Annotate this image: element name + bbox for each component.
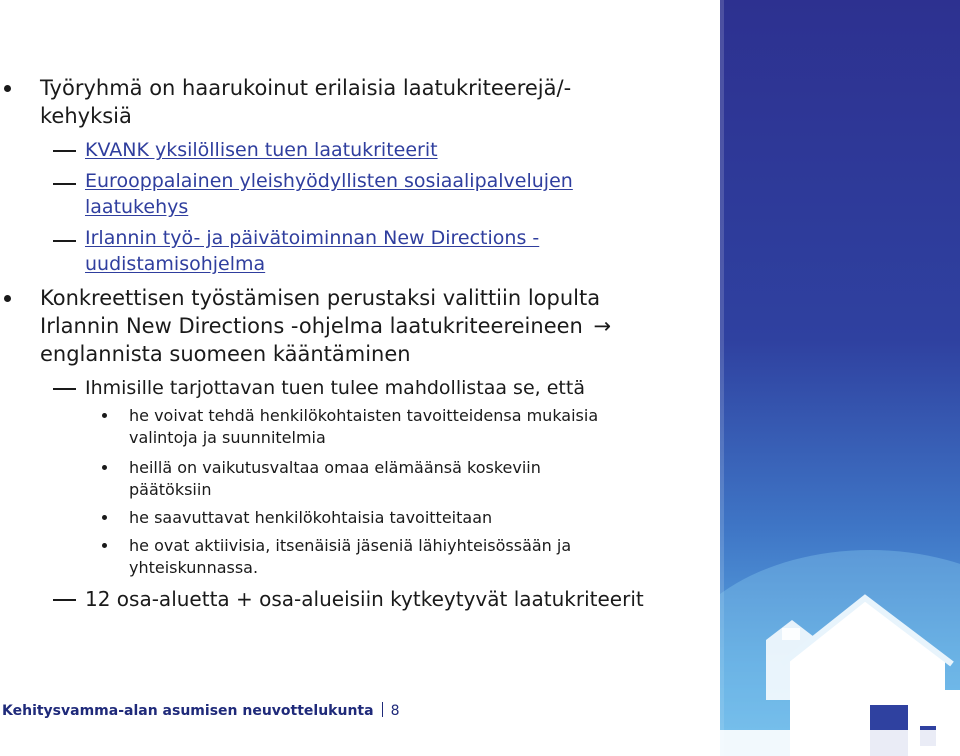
- level3-item-1-line-2: valintoja ja suunnitelmia: [129, 428, 326, 447]
- side-panel-decoration: [720, 0, 960, 756]
- bullet-2-line-3: englannista suomeen kääntäminen: [40, 342, 411, 366]
- house-illustration: [720, 0, 960, 756]
- bullet-dot-small: [102, 413, 107, 418]
- page-number: 8: [390, 703, 400, 719]
- bullet-1-line-2: kehyksiä: [40, 104, 132, 128]
- level3-item-2: [129, 457, 541, 501]
- house-chimney-shape: [782, 628, 800, 640]
- sub-item-ihmisille: Ihmisille tarjottavan tuen tulee mahdollistaa se, että: [85, 377, 585, 399]
- level3-item-4-line-1: he ovat aktiivisia, itsenäisiä jäseniä lähiyhteisössään ja: [129, 536, 572, 555]
- footer-organization: Kehitysvammа-alan asumisen neuvottelukunta: [2, 703, 374, 719]
- level3-item-4: [129, 535, 571, 579]
- bullet-dot-small: [102, 465, 107, 470]
- sub-item-osa-alueet: 12 osa-aluetta + osa-alueisiin kytkeytyvät laatukriteerit: [85, 587, 644, 611]
- bullet-dot: [4, 295, 11, 302]
- level3-item-2-line-1: heillä on vaikutusvaltaa omaa elämäänsä koskeviin: [129, 458, 541, 477]
- level3-item-4-line-2: yhteiskunnassa.: [129, 558, 259, 577]
- footer-separator: [382, 702, 383, 717]
- link-irlanti-line-1[interactable]: Irlannin työ- ja päivätoiminnan New Directions -: [85, 227, 540, 249]
- link-irlanti-line-2[interactable]: uudistamisohjelma: [85, 253, 266, 275]
- bullet-2: [40, 284, 611, 368]
- level3-item-1: [129, 405, 598, 449]
- footer: [2, 702, 399, 719]
- level3-item-1-line-1: he voivat tehdä henkilökohtaisten tavoitteidensa mukaisia: [129, 406, 599, 425]
- dash-marker: [53, 599, 76, 601]
- link-eurooppalainen-line-1[interactable]: Eurooppalainen yleishyödyllisten sosiaalipalvelujen: [85, 170, 573, 192]
- bullet-2-line-2: [40, 312, 611, 340]
- arrow-right-icon: →: [593, 314, 612, 338]
- bullet-dot-small: [102, 515, 107, 520]
- dash-marker: [53, 240, 76, 242]
- level3-item-2-line-2: päätöksiin: [129, 480, 212, 499]
- dash-marker: [53, 388, 76, 390]
- bullet-dot: [4, 85, 11, 92]
- dash-marker: [53, 150, 76, 152]
- bullet-1: [40, 74, 571, 130]
- dash-marker: [53, 183, 76, 185]
- bullet-1-line-1: Työryhmä on haarukoinut erilaisia laatukriteerejä/-: [40, 76, 572, 100]
- link-kvank[interactable]: KVANK yksilöllisen tuen laatukriteerit: [85, 139, 438, 161]
- link-eurooppalainen[interactable]: [85, 168, 573, 220]
- ground-shape: [720, 730, 960, 756]
- bullet-2-line-2-text: Irlannin New Directions -ohjelma laatukriteereineen: [40, 314, 583, 338]
- link-irlanti[interactable]: [85, 225, 539, 277]
- bullet-2-line-1: Konkreettisen työstämisen perustaksi valittiin lopulta: [40, 286, 601, 310]
- bullet-dot-small: [102, 543, 107, 548]
- link-eurooppalainen-line-2[interactable]: laatukehys: [85, 196, 189, 218]
- level3-item-3: he saavuttavat henkilökohtaisia tavoitteitaan: [129, 508, 493, 527]
